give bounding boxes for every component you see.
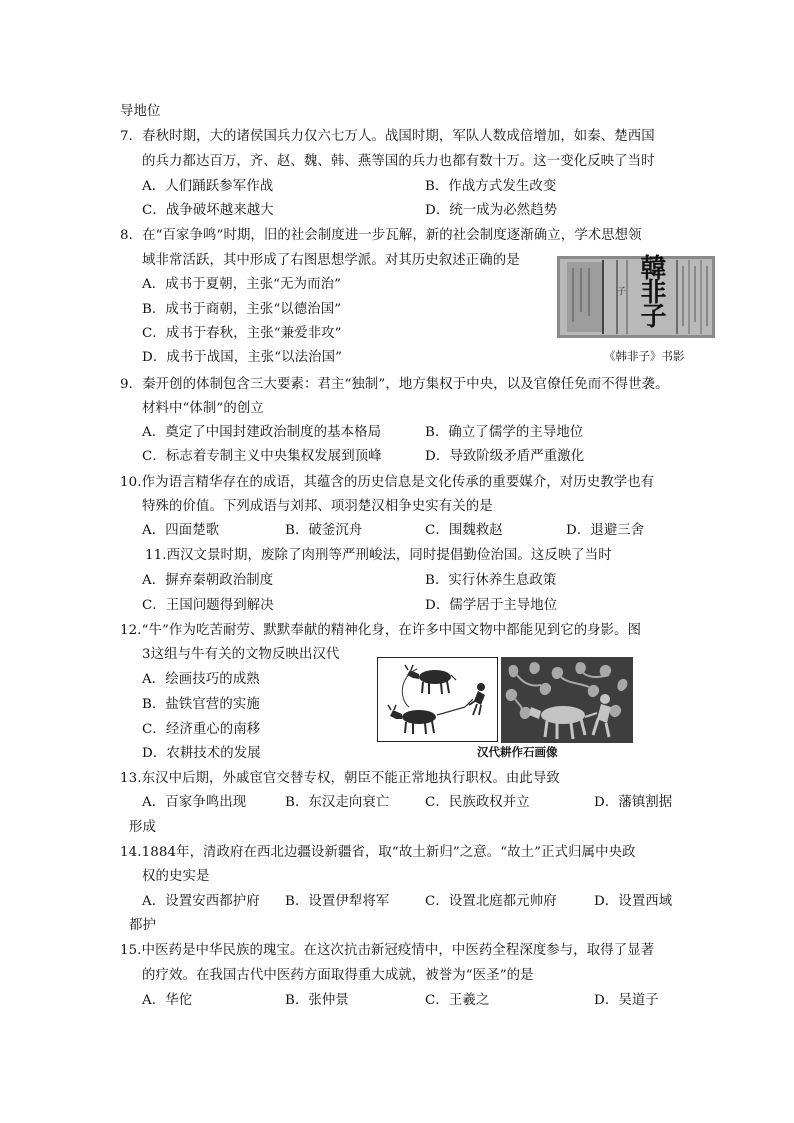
question-9-option-b[interactable]: B．确立了儒学的主导地位 xyxy=(425,425,584,440)
question-9-option-a[interactable]: A．奠定了中国封建政治制度的基本格局 xyxy=(142,425,382,440)
question-14-option-d[interactable]: D．设置西域 xyxy=(594,894,673,909)
question-10-option-a[interactable]: A．四面楚歌 xyxy=(142,523,220,538)
question-8-option-b[interactable]: B．成书于商朝，主张“以德治国” xyxy=(142,302,342,317)
question-15-stem-line-1: 15.中医药是中华民族的瑰宝。在这次抗击新冠疫情中，中医药全程深度参与，取得了显著 xyxy=(120,943,655,958)
question-13-option-d[interactable]: D．藩镇割据 xyxy=(594,795,673,810)
question-12-option-a[interactable]: A．绘画技巧的成熟 xyxy=(142,672,260,687)
question-14-stem-line-2: 权的史实是 xyxy=(142,869,210,884)
question-9-option-c[interactable]: C．标志着专制主义中央集权发展到顶峰 xyxy=(142,449,382,464)
question-11-option-a[interactable]: A．摒弃秦朝政治制度 xyxy=(142,573,274,588)
question-8-stem-line-2: 域非常活跃，其中形成了右图思想学派。对其历史叙述正确的是 xyxy=(142,253,520,268)
question-11-option-d[interactable]: D．儒学居于主导地位 xyxy=(425,598,558,613)
question-10-option-c[interactable]: C．围魏救赵 xyxy=(425,523,503,538)
hanfeizi-caption: 《韩非子》书影 xyxy=(604,349,685,363)
question-14-option-c[interactable]: C．设置北庭都元帅府 xyxy=(425,894,557,909)
question-10-option-d[interactable]: D．退避三舍 xyxy=(566,523,645,538)
question-13-option-c[interactable]: C．民族政权并立 xyxy=(425,795,530,810)
question-8-option-a[interactable]: A．成书于夏朝，主张“无为而治” xyxy=(142,277,342,292)
question-14-option-a[interactable]: A．设置安西都护府 xyxy=(142,894,260,909)
question-14-stem-line-1: 14.1884年，清政府在西北边疆设新疆省，取“故土新归”之意。“故土”正式归属中央政 xyxy=(120,845,636,860)
question-11-option-c[interactable]: C．王国问题得到解决 xyxy=(142,598,274,613)
question-12-stem-line-1: 12.“牛”作为吃苦耐劳、默默奉献的精神化身，在许多中国文物中都能见到它的身影。图 xyxy=(120,623,642,638)
question-11-option-b[interactable]: B．实行休养生息政策 xyxy=(425,573,557,588)
question-14-option-d-continued: 都护 xyxy=(129,918,156,933)
question-13-option-a[interactable]: A．百家争鸣出现 xyxy=(142,795,247,810)
hanfeizi-title-text: 韓非子 xyxy=(636,254,666,326)
question-10-stem-line-1: 10.作为语言精华存在的成语，其蕴含的历史信息是文化传承的重要媒介，对历史教学也有 xyxy=(120,475,655,490)
question-7-stem-line-2: 的兵力都达百万，齐、赵、魏、韩、燕等国的兵力也都有数十万。这一变化反映了当时 xyxy=(142,154,655,169)
question-12-option-b[interactable]: B．盐铁官营的实施 xyxy=(142,697,260,712)
stone-relief-image xyxy=(501,657,633,743)
question-10-option-b[interactable]: B．破釜沉舟 xyxy=(285,523,363,538)
hanfeizi-book-image xyxy=(557,256,715,338)
question-13-option-d-continued: 形成 xyxy=(129,820,156,835)
question-8-stem-line-1: 8．在“百家争鸣”时期，旧的社会制度进一步瓦解，新的社会制度逐渐确立，学术思想领 xyxy=(120,228,642,243)
question-8-option-d[interactable]: D．成书于战国，主张“以法治国” xyxy=(142,350,343,365)
question-15-option-a[interactable]: A．华佗 xyxy=(142,993,193,1008)
question-11-stem-line-1: 11.西汉文景时期，废除了肉刑等严刑峻法，同时提倡勤俭治国。这反映了当时 xyxy=(145,548,612,563)
ox-plowing-drawing xyxy=(377,657,498,742)
question-12-option-d[interactable]: D．农耕技术的发展 xyxy=(142,746,261,761)
question-15-stem-line-2: 的疗效。在我国古代中医药方面取得重大成就，被誉为“医圣”的是 xyxy=(142,968,534,983)
question-15-option-d[interactable]: D．吴道子 xyxy=(594,993,659,1008)
question-9-stem-line-1: 9．秦开创的体制包含三大要素：君主“独制”，地方集权于中央，以及官僚任免而不得世袭。 xyxy=(120,377,669,392)
question-12-stem-line-2: 3这组与牛有关的文物反映出汉代 xyxy=(142,647,340,662)
question-8-option-c[interactable]: C．成书于春秋，主张“兼爱非攻” xyxy=(142,326,342,341)
question-7-stem-line-1: 7．春秋时期，大的诸侯国兵力仅六七万人。战国时期，军队人数成倍增加，如秦、楚西国 xyxy=(120,129,655,144)
question-12-option-c[interactable]: C．经济重心的南移 xyxy=(142,722,261,737)
question-9-stem-line-2: 材料中“体制”的创立 xyxy=(142,401,264,416)
question-9-option-d[interactable]: D．导致阶级矛盾严重激化 xyxy=(425,449,585,464)
question-15-option-c[interactable]: C．王羲之 xyxy=(425,993,490,1008)
question-7-option-b[interactable]: B．作战方式发生改变 xyxy=(425,179,557,194)
question-13-stem-line-1: 13.东汉中后期，外戚宦官交替专权，朝臣不能正常地执行职权。由此导致 xyxy=(120,771,560,786)
question-7-option-d[interactable]: D．统一成为必然趋势 xyxy=(425,203,558,218)
question-15-option-b[interactable]: B．张仲景 xyxy=(285,993,349,1008)
question-7-option-c[interactable]: C．战争破坏越来越大 xyxy=(142,203,274,218)
stone-relief-caption: 汉代耕作石画像 xyxy=(477,745,558,759)
carry-over-text: 导地位 xyxy=(120,104,161,119)
hanfeizi-small-text: 子 xyxy=(615,286,625,295)
question-13-option-b[interactable]: B．东汉走向衰亡 xyxy=(285,795,390,810)
question-7-option-a[interactable]: A．人们踊跃参军作战 xyxy=(142,179,274,194)
question-10-stem-line-2: 特殊的价值。下列成语与刘邦、项羽楚汉相争史实有关的是 xyxy=(142,499,493,514)
question-14-option-b[interactable]: B．设置伊犁将军 xyxy=(285,894,390,909)
